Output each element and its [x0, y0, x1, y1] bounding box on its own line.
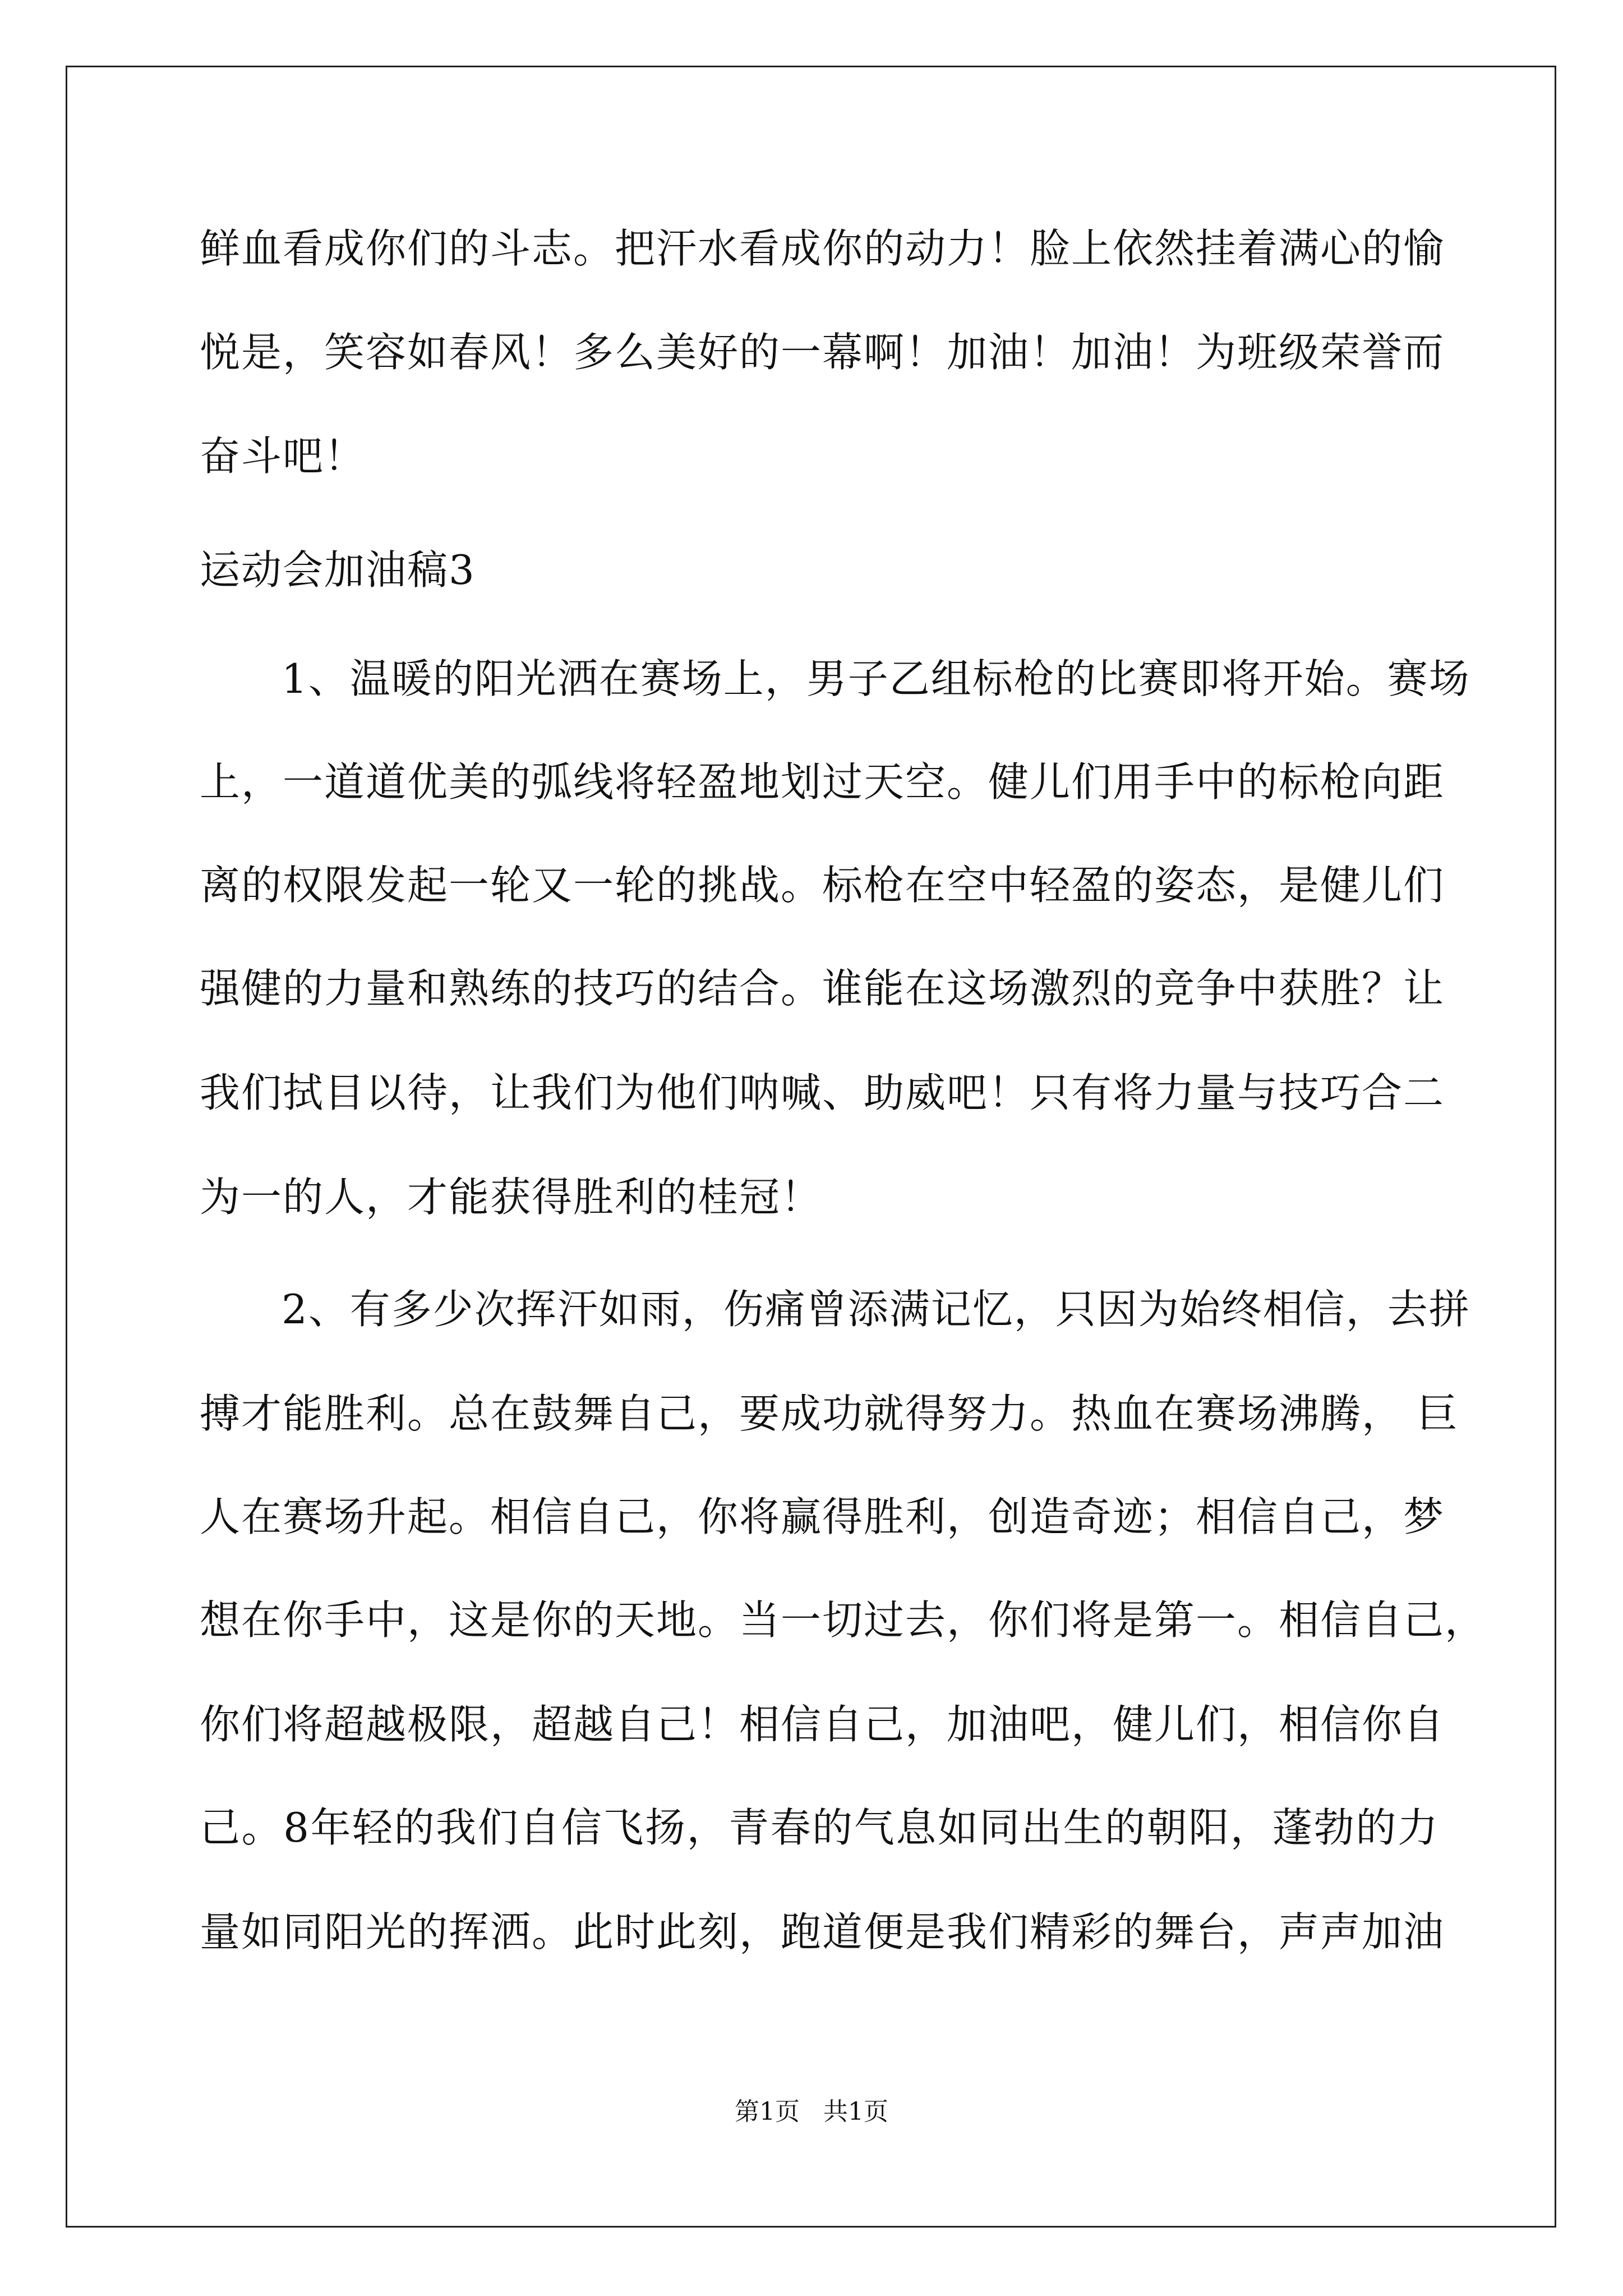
paragraph-line: 己。8年轻的我们自信飞扬，青春的气息如同出生的朝阳，蓬勃的力 [200, 1804, 1439, 1851]
section-heading: 运动会加油稿3 [200, 546, 476, 593]
paragraph-line: 我们拭目以待，让我们为他们呐喊、助威吧！只有将力量与技巧合二 [200, 1069, 1445, 1116]
paragraph-line: 你们将超越极限，超越自己！相信自己，加油吧，健儿们，相信你自 [200, 1701, 1445, 1748]
paragraph-line: 强健的力量和熟练的技巧的结合。谁能在这场激烈的竞争中获胜？让 [200, 965, 1445, 1012]
paragraph-line: 想在你手中，这是你的天地。当一切过去，你们将是第一。相信自己， [200, 1596, 1487, 1644]
paragraph-line: 悦是，笑容如春风！多么美好的一幕啊！加油！加油！为班级荣誉而 [200, 329, 1445, 376]
paragraph-line: 鲜血看成你们的斗志。把汗水看成你的动力！脸上依然挂着满心的愉 [200, 225, 1445, 272]
page-number-footer: 第1页 共1页 [735, 2097, 888, 2126]
paragraph-line: 上，一道道优美的弧线将轻盈地划过天空。健儿们用手中的标枪向距 [200, 758, 1445, 806]
paragraph-line: 2、有多少次挥汗如雨，伤痛曾添满记忆，只因为始终相信，去拼 [282, 1286, 1470, 1333]
paragraph-line: 奋斗吧！ [200, 432, 366, 480]
paragraph-line: 量如同阳光的挥洒。此时此刻，跑道便是我们精彩的舞台，声声加油 [200, 1908, 1445, 1955]
paragraph-line: 搏才能胜利。总在鼓舞自己，要成功就得努力。热血在赛场沸腾， 巨 [200, 1390, 1459, 1437]
paragraph-line: 人在赛场升起。相信自己，你将赢得胜利，创造奇迹；相信自己，梦 [200, 1493, 1445, 1540]
page-border [66, 66, 1556, 2228]
paragraph-line: 1、温暖的阳光洒在赛场上，男子乙组标枪的比赛即将开始。赛场 [282, 655, 1470, 702]
paragraph-line: 离的权限发起一轮又一轮的挑战。标枪在空中轻盈的姿态，是健儿们 [200, 862, 1445, 909]
paragraph-line: 为一的人，才能获得胜利的桂冠！ [200, 1174, 823, 1221]
